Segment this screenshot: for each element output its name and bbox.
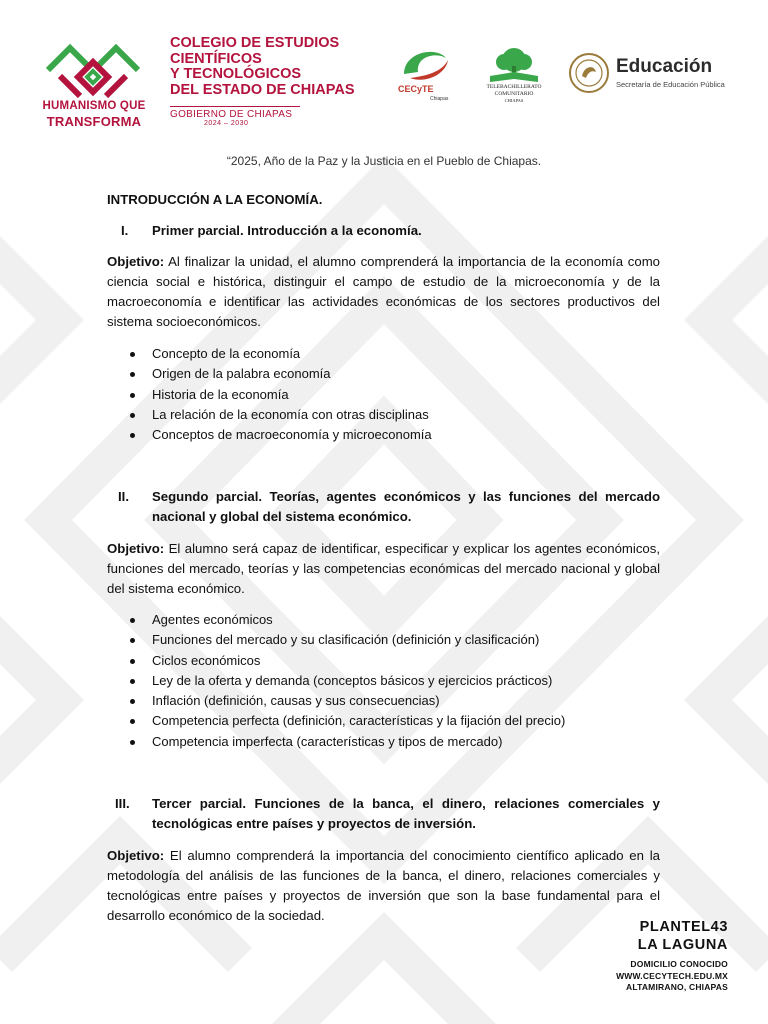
logo-line-2: TRANSFORMA: [46, 114, 142, 129]
sep-subtitle: Secretaría de Educación Pública: [616, 80, 725, 89]
college-name-line-2: CIENTÍFICOS: [170, 50, 262, 67]
objective-label: Objetivo:: [107, 541, 165, 556]
list-item: Ley de la oferta y demanda (conceptos básicos y ejercicios prácticos): [130, 671, 565, 691]
objective-label: Objetivo:: [107, 254, 165, 269]
sep-title: Educación: [616, 56, 713, 77]
section-1-objective: [107, 252, 660, 332]
college-name-block: [170, 36, 380, 136]
list-item: Origen de la palabra economía: [130, 364, 432, 384]
campus-address: DOMICILIO CONOCIDO: [630, 959, 728, 969]
tele-line-2: COMUNITARIO: [494, 91, 534, 97]
list-item: Historia de la economía: [130, 385, 432, 405]
list-item: Competencia imperfecta (características y tipos de mercado): [130, 732, 565, 752]
sep-logo: [568, 52, 738, 96]
campus-number: PLANTEL43: [639, 919, 728, 935]
tele-line-1: TELEBACHILLERATO: [486, 84, 542, 90]
national-seal-icon: [568, 52, 610, 94]
list-item: Agentes económicos: [130, 610, 565, 630]
college-name-line-1: COLEGIO DE ESTUDIOS: [170, 35, 340, 51]
objective-text: Al finalizar la unidad, el alumno comprenderá la importancia de la economía como ciencia social e histórica, distinguir el campo de estudio de la microeconomía y de la macroeconomía e identificar las actividades económicas de los sectores productivos del sistema socioeconómicos.: [107, 254, 661, 329]
cecyte-sublabel: Chiapas: [430, 96, 449, 102]
tele-line-3: CHIAPAS: [504, 98, 524, 103]
government-label: GOBIERNO DE CHIAPAS: [170, 109, 293, 120]
section-1-number: I.: [121, 223, 129, 238]
list-item: Competencia perfecta (definición, características y la fijación del precio): [130, 711, 565, 731]
humanismo-emblem-icon: [40, 40, 146, 100]
logo-line-1: HUMANISMO QUE: [42, 100, 146, 112]
campus-info: [616, 918, 728, 994]
year-motto: “2025, Año de la Paz y la Justicia en el Pueblo de Chiapas.: [226, 154, 542, 168]
cecyte-logo: [396, 44, 456, 104]
course-title: INTRODUCCIÓN A LA ECONOMÍA.: [107, 192, 323, 207]
campus-name: LA LAGUNA: [637, 937, 728, 953]
cecyte-label: CECyTE: [398, 84, 434, 94]
college-divider: [170, 106, 300, 107]
list-item: Funciones del mercado y su clasificación (definición y clasificación): [130, 630, 565, 650]
list-item: Inflación (definición, causas y sus consecuencias): [130, 691, 565, 711]
section-2-objective: [107, 539, 660, 599]
government-years: 2024 – 2030: [204, 120, 249, 127]
objective-text: El alumno será capaz de identificar, especificar y explicar los agentes económicos, funciones del mercado, teorías y las competencias económicas del mercado nacional y global del sistema económico.: [107, 541, 660, 596]
section-3-number: III.: [115, 796, 130, 811]
section-2-number: II.: [118, 489, 129, 504]
objective-text: El alumno comprenderá la importancia del conocimiento científico aplicado en la metodología del análisis de las funciones de la banca, el dinero, relaciones comerciales y tecnológicas entre países y proyectos de inversión que son la base fundamental para el desarrollo económico de la sociedad.: [107, 848, 660, 923]
campus-city: ALTAMIRANO, CHIAPAS: [625, 982, 728, 992]
section-1-topic-list: [130, 344, 432, 445]
section-3-title: Tercer parcial. Funciones de la banca, el dinero, relaciones comerciales y tecnológicas entre países y proyectos de inversión.: [152, 796, 660, 831]
list-item: La relación de la economía con otras disciplinas: [130, 405, 432, 425]
list-item: Conceptos de macroeconomía y microeconomía: [130, 425, 432, 445]
tree-book-icon: [476, 46, 552, 84]
college-name-line-3: Y TECNOLÓGICOS: [170, 66, 302, 82]
list-item: Concepto de la economía: [130, 344, 432, 364]
college-name-line-4: DEL ESTADO DE CHIAPAS: [170, 81, 355, 98]
section-2-title: Segundo parcial. Teorías, agentes económicos y las funciones del mercado nacional y global del sistema económico.: [152, 489, 660, 524]
section-1-title: Primer parcial. Introducción a la economía.: [152, 223, 422, 238]
telebachillerato-logo: [476, 46, 552, 106]
cecyte-swirl-icon: [396, 44, 456, 88]
campus-website: WWW.CECYTECH.EDU.MX: [616, 970, 728, 981]
list-item: Ciclos económicos: [130, 651, 565, 671]
objective-label: Objetivo:: [107, 848, 165, 863]
section-2-topic-list: [130, 610, 565, 752]
section-3-objective: [107, 846, 660, 926]
humanismo-logo: [36, 40, 152, 130]
